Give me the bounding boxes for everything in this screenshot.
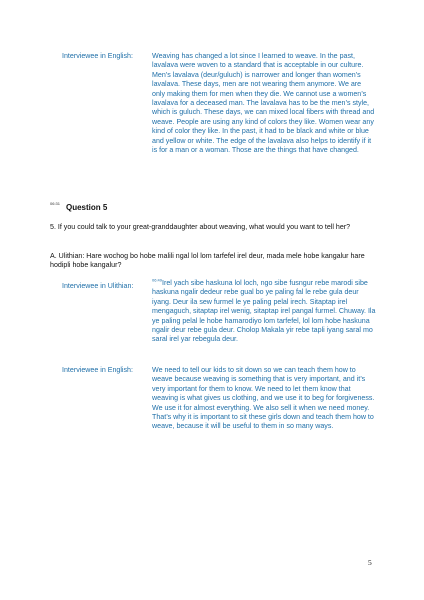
answer-text: Weaving has changed a lot since I learned to weave. In the past, lavalava were woven to a standard that is acceptable in our culture. Men’s lavalava (deur/guluch) is narrower and longer than women’s lavalava. These days, men are not wearing them anymore. We are only making them for men when they die. We cannot use a women’s lavalava for a deceased man. The lavalava has to be the men’s style, which is guluch. These days, we can mixed local fibers with thread and weave. People are using any kind of colors they like. Women wear any kind of color they like. In the past, it had to be black and white or blue and yellow or white. The edge of the lavalava also helps to identify if it is for a man or a woman. Those are the things that have changed. (152, 52, 375, 155)
timestamp: 06:31 (50, 201, 61, 206)
timestamp: 06:49 (152, 277, 163, 283)
question-ulithian-text: A. Ulithian: Hare wochog bo hobe malili ngal lol lom tarfefel irel deur, mada mele hobe kangalur hare hodipli hobe kangalur? (50, 252, 365, 270)
answer-text (152, 279, 378, 345)
answer-text: We need to tell our kids to sit down so we can teach them how to weave because weaving is something that is very important, and it’s very important for them to know. We need to let them know that weaving is what gives us clothing, and we use it to beg for forgiveness. We use it for almost everything. We also sell it when we need money. That’s why it is important to sit these girls down and teach them how to weave, because it will be useful to them in so many ways. (152, 366, 375, 431)
page-number: 5 (368, 558, 372, 567)
question-heading: Question 5 (66, 203, 108, 212)
speaker-label: Interviewee in English: (62, 52, 133, 60)
speaker-label: Interviewee in English: (62, 366, 133, 374)
answer-body: Irel yach sibe haskuna lol loch, ngo sibe fusngur rebe marodi sibe haskuna ngalir dedeur rebe gual bo ye paling fal le rebe gula deur iyang. Deur ila sew furmel le ye paling pelal irech. Sitaptap irel mengaguch, sitaptap irel wenig, sitaptap irel pangal furmel. Chuway. Ila ye paling pelal le hobe hamarodiyo lom tarfefel, lol lom hobe haskuna ngalir deur rebe gula deur. Cholop Makala yir rebe tapli iyang saral mo saral irel yar rebegula deur. (152, 279, 376, 344)
question-english-text: 5. If you could talk to your great-granddaughter about weaving, what would you want to tell her? (50, 223, 351, 231)
speaker-label: Interviewee in Ulithian: (62, 282, 134, 290)
